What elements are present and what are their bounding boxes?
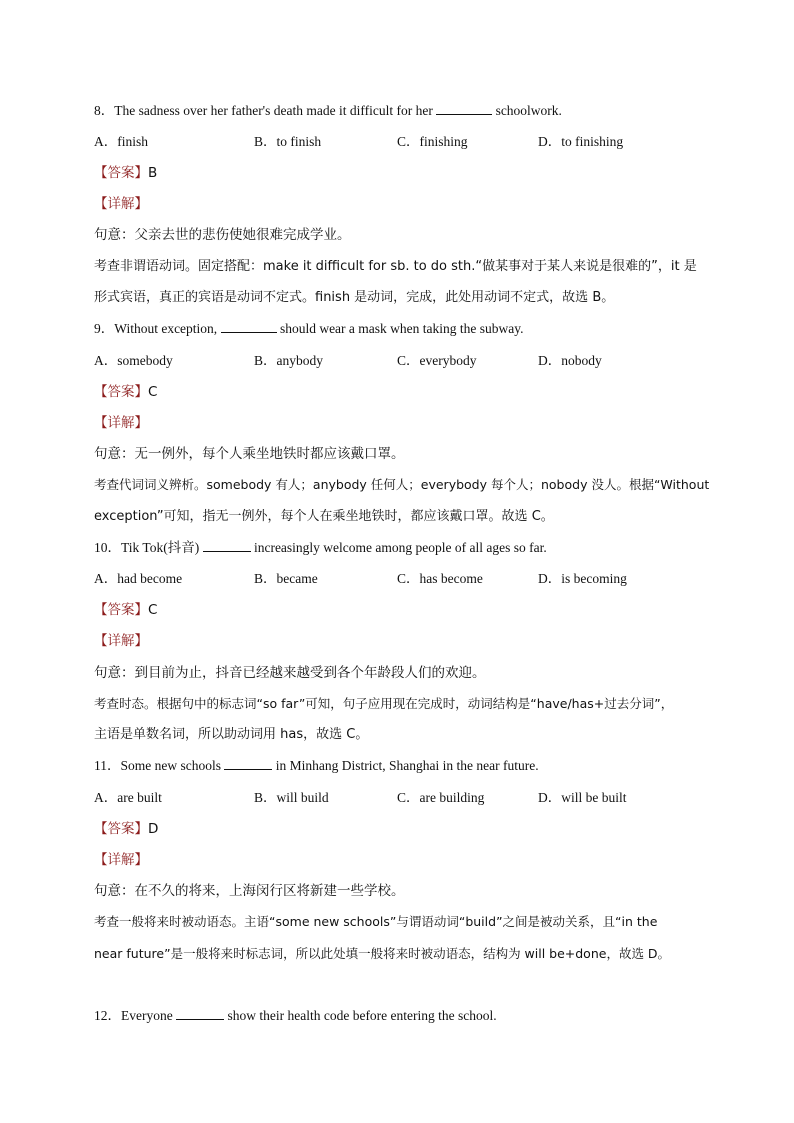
- option-a: A．somebody: [94, 353, 173, 368]
- answer-label: 【答案】: [94, 384, 148, 400]
- question-11-stem: [94, 757, 539, 775]
- option-c: C．has become: [397, 571, 483, 586]
- option-b: B．anybody: [254, 353, 323, 368]
- stem-text: show their health code before entering the school.: [227, 1008, 497, 1023]
- option-a: A．are built: [94, 790, 162, 805]
- stem-text: 8．The sadness over her father's death made it difficult for her: [94, 103, 433, 118]
- option-b: B．became: [254, 571, 318, 586]
- meaning-text: 句意：在不久的将来，上海闵行区将新建一些学校。: [94, 883, 405, 899]
- analysis-line: 主语是单数名词，所以助动词用 has，故选 C。: [94, 727, 369, 742]
- question-8-stem: [94, 102, 562, 120]
- answer-line: [94, 383, 157, 401]
- answer-blank: [176, 1007, 224, 1020]
- question-12-stem: [94, 1007, 497, 1025]
- option-b: B．will build: [254, 790, 329, 805]
- option-d: D．nobody: [538, 353, 602, 368]
- answer-line: [94, 601, 157, 619]
- detail-label: 【详解】: [94, 852, 148, 868]
- analysis-line: 形式宾语，真正的宾语是动词不定式。finish 是动词，完成，此处用动词不定式，故选 B。: [94, 290, 615, 305]
- analysis-line: 考查一般将来时被动语态。主语“some new schools”与谓语动词“build”之间是被动关系，且“in the: [94, 914, 658, 929]
- answer-label: 【答案】: [94, 821, 148, 837]
- answer-blank: [203, 539, 251, 552]
- answer-line: [94, 164, 157, 182]
- answer-value: D: [148, 821, 159, 837]
- option-a: A．had become: [94, 571, 183, 586]
- question-9-stem: [94, 320, 524, 338]
- meaning-text: 句意：父亲去世的悲伤使她很难完成学业。: [94, 227, 351, 243]
- option-d: D．is becoming: [538, 571, 627, 586]
- detail-label: 【详解】: [94, 196, 148, 212]
- stem-text: 10．Tik Tok(抖音): [94, 540, 200, 555]
- question-10-stem: [94, 539, 547, 557]
- option-c: C．are building: [397, 790, 485, 805]
- answer-value: B: [148, 165, 158, 181]
- analysis-line: 考查时态。根据句中的标志词“so far”可知，句子应用现在完成时，动词结构是“have/has+过去分词”，: [94, 696, 674, 711]
- option-d: D．to finishing: [538, 134, 624, 149]
- stem-text: 12．Everyone: [94, 1008, 173, 1023]
- answer-blank: [221, 320, 277, 333]
- analysis-line: 考查非谓语动词。固定搭配：make it difficult for sb. to do sth.“做某事对于某人来说是很难的”，it 是: [94, 259, 697, 274]
- analysis-line: exception”可知，指无一例外，每个人在乘坐地铁时，都应该戴口罩。故选 C。: [94, 509, 554, 524]
- stem-text: 9．Without exception,: [94, 321, 218, 336]
- option-d: D．will be built: [538, 790, 627, 805]
- analysis-line: near future”是一般将来时标志词，所以此处填一般将来时被动语态，结构为 will be+done，故选 D。: [94, 946, 671, 961]
- answer-label: 【答案】: [94, 165, 148, 181]
- detail-label: 【详解】: [94, 415, 148, 431]
- option-c: C．finishing: [397, 134, 468, 149]
- option-a: A．finish: [94, 134, 148, 149]
- meaning-text: 句意：到目前为止，抖音已经越来越受到各个年龄段人们的欢迎。: [94, 665, 486, 681]
- stem-text: should wear a mask when taking the subway.: [279, 321, 524, 336]
- analysis-line: 考查代词词义辨析。somebody 有人；anybody 任何人；everybody 每个人；nobody 没人。根据“Without: [94, 477, 710, 492]
- stem-text: schoolwork.: [495, 103, 562, 118]
- option-b: B．to finish: [254, 134, 322, 149]
- answer-value: C: [148, 384, 158, 400]
- meaning-text: 句意：无一例外，每个人乘坐地铁时都应该戴口罩。: [94, 446, 405, 462]
- stem-text: increasingly welcome among people of all ages so far.: [253, 540, 547, 555]
- answer-line: [94, 820, 158, 838]
- stem-text: in Minhang District, Shanghai in the near future.: [275, 758, 539, 773]
- stem-text: 11．Some new schools: [94, 758, 221, 773]
- answer-label: 【答案】: [94, 602, 148, 618]
- answer-blank: [224, 757, 272, 770]
- answer-blank: [436, 102, 492, 115]
- option-c: C．everybody: [397, 353, 477, 368]
- answer-value: C: [148, 602, 158, 618]
- detail-label: 【详解】: [94, 633, 148, 649]
